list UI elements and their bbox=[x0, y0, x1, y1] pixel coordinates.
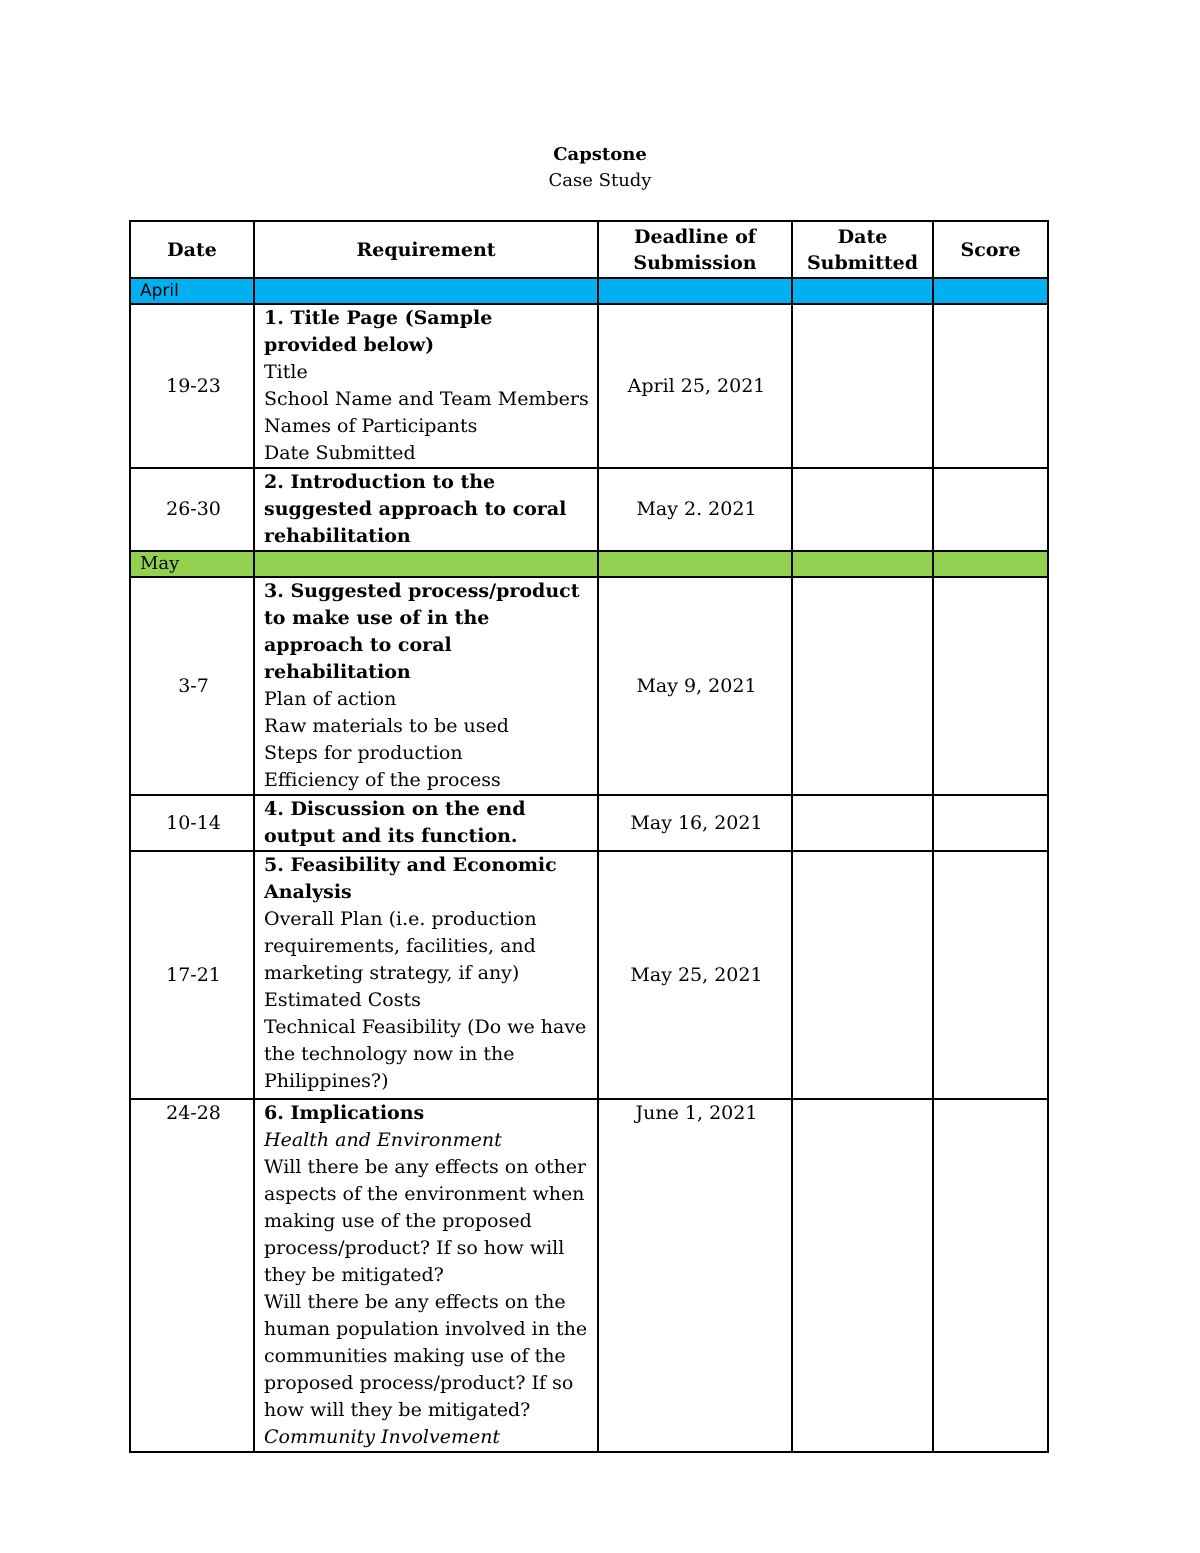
row-deadline: June 1, 2021 bbox=[598, 1099, 792, 1452]
requirement-subheading: Community Involvement bbox=[264, 1426, 501, 1448]
requirement-item: Overall Plan (i.e. production requirements, facilities, and marketing strategy, if any) bbox=[264, 908, 537, 984]
row-deadline: May 16, 2021 bbox=[598, 795, 792, 851]
requirement-item: Plan of action bbox=[264, 688, 397, 710]
header-requirement: Requirement bbox=[254, 221, 598, 278]
row-date-submitted bbox=[792, 795, 933, 851]
row-score bbox=[933, 1099, 1048, 1452]
requirement-heading: 6. Implications bbox=[264, 1102, 425, 1124]
table-row bbox=[130, 304, 1048, 468]
requirement-item: Estimated Costs bbox=[264, 989, 421, 1011]
row-date-submitted bbox=[792, 1099, 933, 1452]
row-date: 26-30 bbox=[130, 468, 254, 551]
row-date-submitted bbox=[792, 577, 933, 795]
requirement-heading: 3. Suggested process/product to make use of in the approach to coral rehabilitation bbox=[264, 580, 580, 683]
requirement-item: Technical Feasibility (Do we have the technology now in the Philippines?) bbox=[264, 1016, 587, 1092]
row-deadline: May 2. 2021 bbox=[598, 468, 792, 551]
row-deadline: May 25, 2021 bbox=[598, 851, 792, 1099]
requirement-item: Efficiency of the process bbox=[264, 769, 501, 791]
header-date-submitted: Date Submitted bbox=[792, 221, 933, 278]
row-requirement bbox=[254, 468, 598, 551]
requirement-heading: 5. Feasibility and Economic Analysis bbox=[264, 854, 557, 903]
row-score bbox=[933, 795, 1048, 851]
requirement-item: School Name and Team Members bbox=[264, 388, 589, 410]
table-row bbox=[130, 577, 1048, 795]
header-date: Date bbox=[130, 221, 254, 278]
row-date: 24-28 bbox=[130, 1099, 254, 1452]
schedule-table bbox=[129, 220, 1049, 1453]
row-deadline: April 25, 2021 bbox=[598, 304, 792, 468]
row-score bbox=[933, 577, 1048, 795]
header-score: Score bbox=[933, 221, 1048, 278]
table-row bbox=[130, 795, 1048, 851]
row-requirement bbox=[254, 304, 598, 468]
requirement-item: Will there be any effects on the human population involved in the communities making use of the proposed process/product? If so how will they be mitigated? bbox=[264, 1291, 588, 1421]
row-date-submitted bbox=[792, 304, 933, 468]
header-row bbox=[130, 221, 1048, 278]
requirement-item: Steps for production bbox=[264, 742, 463, 764]
row-date: 19-23 bbox=[130, 304, 254, 468]
requirement-heading: 4. Discussion on the end output and its function. bbox=[264, 798, 526, 847]
row-date: 17-21 bbox=[130, 851, 254, 1099]
month-label-may: May bbox=[130, 551, 254, 577]
row-score bbox=[933, 851, 1048, 1099]
requirement-heading: 1. Title Page (Sample provided below) bbox=[264, 307, 493, 356]
row-date: 3-7 bbox=[130, 577, 254, 795]
document-header bbox=[0, 142, 1200, 194]
table-row bbox=[130, 468, 1048, 551]
requirement-item: Title bbox=[264, 361, 308, 383]
row-score bbox=[933, 304, 1048, 468]
month-row-may bbox=[130, 551, 1048, 577]
row-requirement bbox=[254, 851, 598, 1099]
row-requirement bbox=[254, 577, 598, 795]
month-label-april: April bbox=[130, 278, 254, 304]
document-subtitle: Case Study bbox=[548, 170, 652, 191]
requirement-item: Date Submitted bbox=[264, 442, 416, 464]
row-score bbox=[933, 468, 1048, 551]
row-date: 10-14 bbox=[130, 795, 254, 851]
requirement-item: Names of Participants bbox=[264, 415, 478, 437]
table-row bbox=[130, 851, 1048, 1099]
row-date-submitted bbox=[792, 851, 933, 1099]
row-date-submitted bbox=[792, 468, 933, 551]
month-row-april bbox=[130, 278, 1048, 304]
table-row bbox=[130, 1099, 1048, 1452]
document-title: Capstone bbox=[553, 144, 647, 165]
requirement-item: Will there be any effects on other aspects of the environment when making use of the proposed process/product? If so how will they be mitigated? bbox=[264, 1156, 587, 1286]
requirement-heading: 2. Introduction to the suggested approach to coral rehabilitation bbox=[264, 471, 567, 547]
row-deadline: May 9, 2021 bbox=[598, 577, 792, 795]
requirement-item: Raw materials to be used bbox=[264, 715, 509, 737]
requirement-subheading: Health and Environment bbox=[264, 1129, 502, 1151]
header-deadline: Deadline of Submission bbox=[598, 221, 792, 278]
row-requirement bbox=[254, 1099, 598, 1452]
row-requirement bbox=[254, 795, 598, 851]
